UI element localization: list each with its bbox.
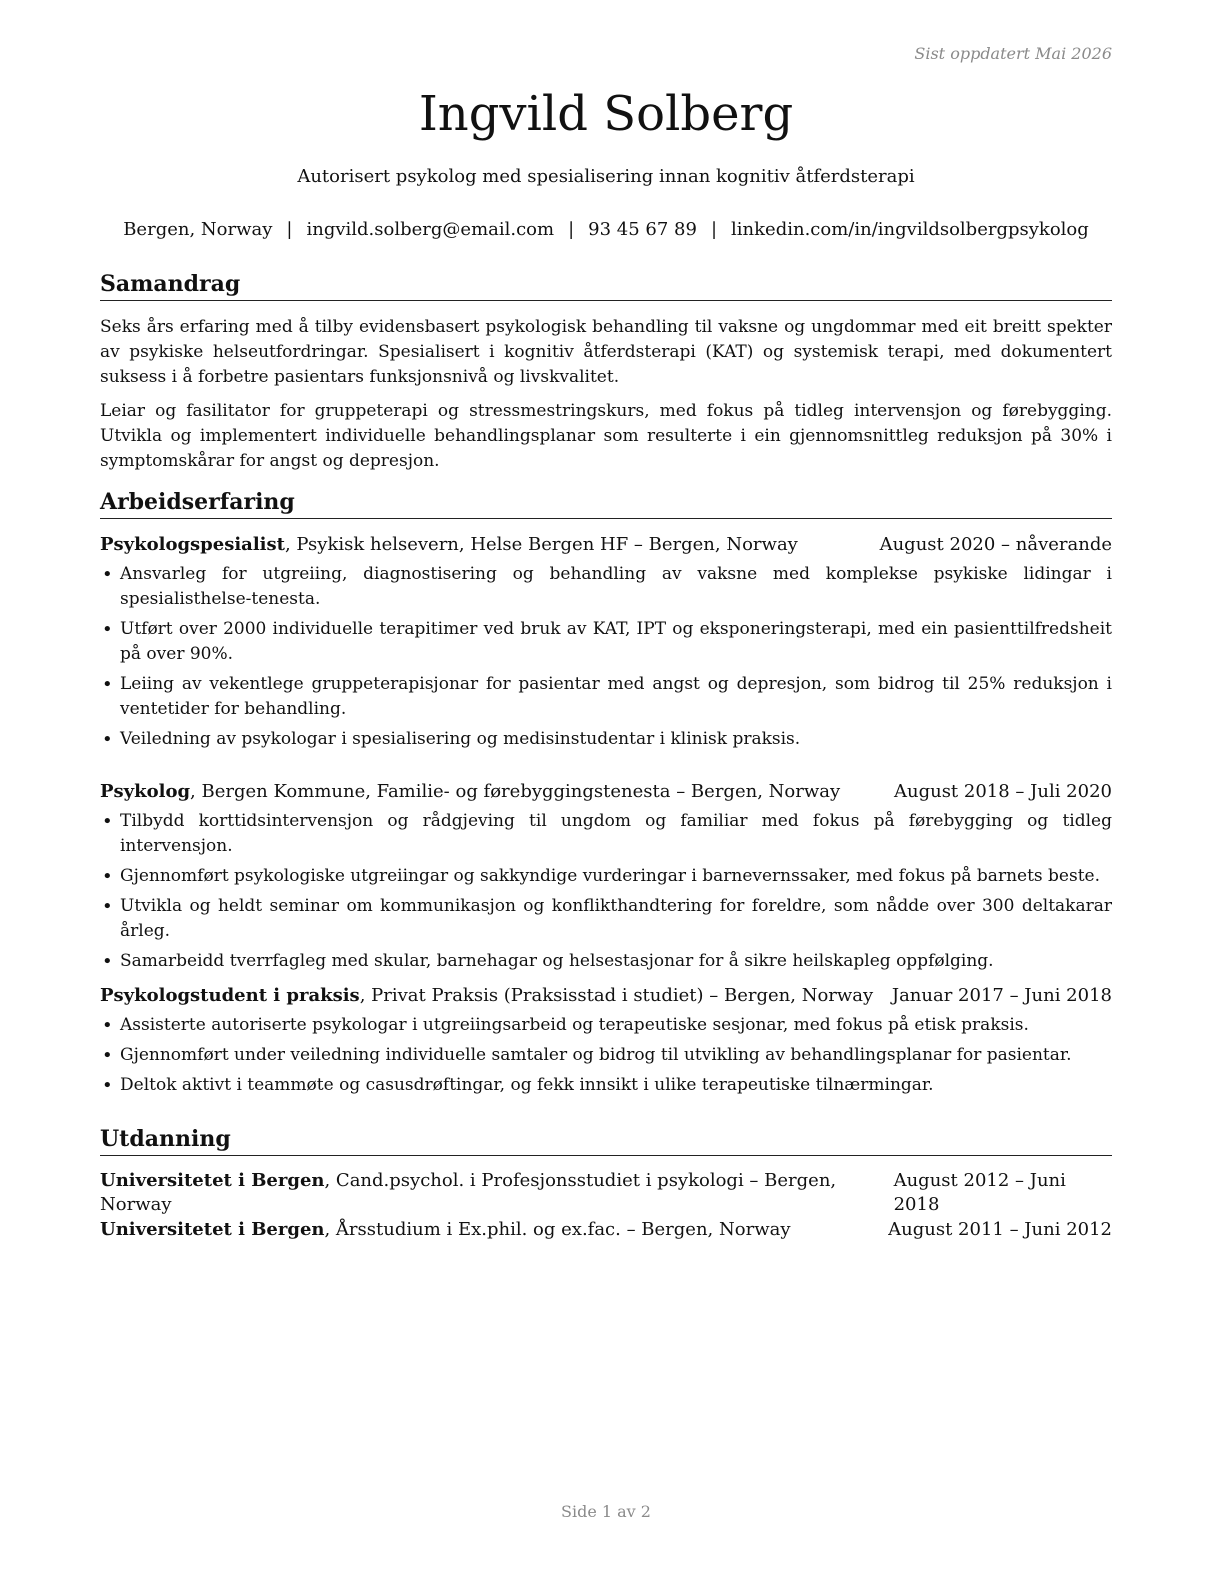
education-school: Universitetet i Bergen — [100, 1219, 325, 1240]
job-title-line — [100, 780, 840, 804]
job-role: Psykolog — [100, 781, 191, 802]
summary-paragraph: Leiar og fasilitator for gruppeterapi og stressmestringskurs, med fokus på tidleg intervensjon og førebygging. Utvikla og implementert individuelle behandlingsplanar som resulterte i ein gjennomsnittleg reduksjon på 30% i symptomskårar for angst og depresjon. — [100, 401, 1112, 471]
contact-location: Bergen, Norway — [123, 219, 273, 240]
job-header — [100, 984, 1112, 1008]
job-bullet: • Ansvarleg for utgreiing, diagnostisering og behandling av vaksne med komplekse psykiske lidingar i spesialisthelse-tenesta. — [100, 562, 1112, 612]
job-bullet: • Utvikla og heldt seminar om kommunikasjon og konflikthandtering for foreldre, som nådde over 300 deltakarar årleg. — [100, 894, 1112, 944]
section-title-education: Utdanning — [100, 1125, 1112, 1156]
job-bullet: • Gjennomført psykologiske utgreiingar og sakkyndige vurderingar i barnevernssaker, med fokus på barnets beste. — [100, 864, 1112, 889]
education-line — [100, 1169, 894, 1217]
education-entry — [100, 1218, 1112, 1242]
job-bullet: • Veiledning av psykologar i spesialisering og medisinstudentar i klinisk praksis. — [100, 727, 1112, 752]
job-role: Psykologstudent i praksis — [100, 985, 360, 1006]
job-role: Psykologspesialist — [100, 534, 285, 555]
education-dates: August 2012 – Juni 2018 — [893, 1170, 1066, 1215]
job-dates: August 2020 – nåverande — [879, 534, 1112, 555]
job-bullet-list — [100, 562, 1112, 757]
education-detail: , Årsstudium i Ex.phil. og ex.fac. – Bergen, Norway — [324, 1219, 791, 1240]
job-dates: Januar 2017 – Juni 2018 — [891, 985, 1112, 1006]
job-organization: , Bergen Kommune, Familie- og førebyggingstenesta – Bergen, Norway — [190, 781, 841, 802]
job-title-line — [100, 533, 798, 557]
job-organization: , Privat Praksis (Praksisstad i studiet) – Bergen, Norway — [359, 985, 874, 1006]
job-header — [100, 533, 1112, 557]
summary-paragraph: Seks års erfaring med å tilby evidensbasert psykologisk behandling til vaksne og ungdommar med eit breitt spekter av psykiske helseutfordringar. Spesialisert i kognitiv åtferdsterapi (KAT) og systemisk terapi, med dokumentert suksess i å forbetre pasientars funksjonsnivå og livskvalitet. — [100, 317, 1112, 387]
job-organization: , Psykisk helsevern, Helse Bergen HF – Bergen, Norway — [284, 534, 798, 555]
contact-separator: | — [286, 219, 293, 240]
candidate-name: Ingvild Solberg — [418, 86, 794, 142]
job-dates: August 2018 – Juli 2020 — [893, 781, 1112, 802]
page-footer: Side 1 av 2 — [561, 1502, 651, 1521]
education-line — [100, 1218, 791, 1242]
education-detail: , Cand.psychol. i Profesjonsstudiet i psykologi – Bergen, Norway — [100, 1170, 837, 1215]
contact-separator: | — [568, 219, 575, 240]
job-bullet: • Samarbeidd tverrfagleg med skular, barnehagar og helsestasjonar for å sikre heilskapleg oppfølging. — [100, 949, 1112, 974]
last-updated: Sist oppdatert Mai 2026 — [914, 44, 1112, 63]
job-bullet: • Assisterte autoriserte psykologar i utgreiingsarbeid og terapeutiske sesjonar, med fokus på etisk praksis. — [100, 1013, 1112, 1038]
section-title-summary: Samandrag — [100, 270, 1112, 301]
job-bullet: • Leiing av vekentlege gruppeterapisjonar for pasientar med angst og depresjon, som bidrog til 25% reduksjon i ventetider for behandling. — [100, 672, 1112, 722]
contact-email[interactable]: ingvild.solberg@email.com — [306, 219, 555, 240]
section-title-experience: Arbeidserfaring — [100, 488, 1112, 519]
education-entry — [100, 1169, 1112, 1217]
job-bullet: • Deltok aktivt i teammøte og casusdrøftingar, og fekk innsikt i ulike terapeutiske tilnærmingar. — [100, 1073, 1112, 1098]
contact-linkedin[interactable]: linkedin.com/in/ingvildsolbergpsykolog — [731, 219, 1089, 240]
job-bullet: • Gjennomført under veiledning individuelle samtaler og bidrog til utvikling av behandlingsplanar for pasientar. — [100, 1043, 1112, 1068]
job-bullet-list — [100, 809, 1112, 979]
job-bullet: • Tilbydd korttidsintervensjon og rådgjeving til ungdom og familiar med fokus på førebygging og tidleg intervensjon. — [100, 809, 1112, 859]
contact-separator: | — [710, 219, 718, 240]
job-bullet-list — [100, 1013, 1112, 1103]
candidate-subtitle: Autorisert psykolog med spesialisering innan kognitiv åtferdsterapi — [297, 166, 915, 187]
job-bullet: • Utført over 2000 individuelle terapitimer ved bruk av KAT, IPT og eksponeringsterapi, med ein pasienttilfredsheit på over 90%. — [100, 617, 1112, 667]
contact-line — [100, 219, 1112, 240]
job-header — [100, 780, 1112, 804]
education-dates: August 2011 – Juni 2012 — [888, 1219, 1112, 1240]
contact-phone[interactable]: 93 45 67 89 — [588, 219, 697, 240]
education-school: Universitetet i Bergen — [100, 1170, 325, 1191]
job-title-line — [100, 984, 873, 1008]
